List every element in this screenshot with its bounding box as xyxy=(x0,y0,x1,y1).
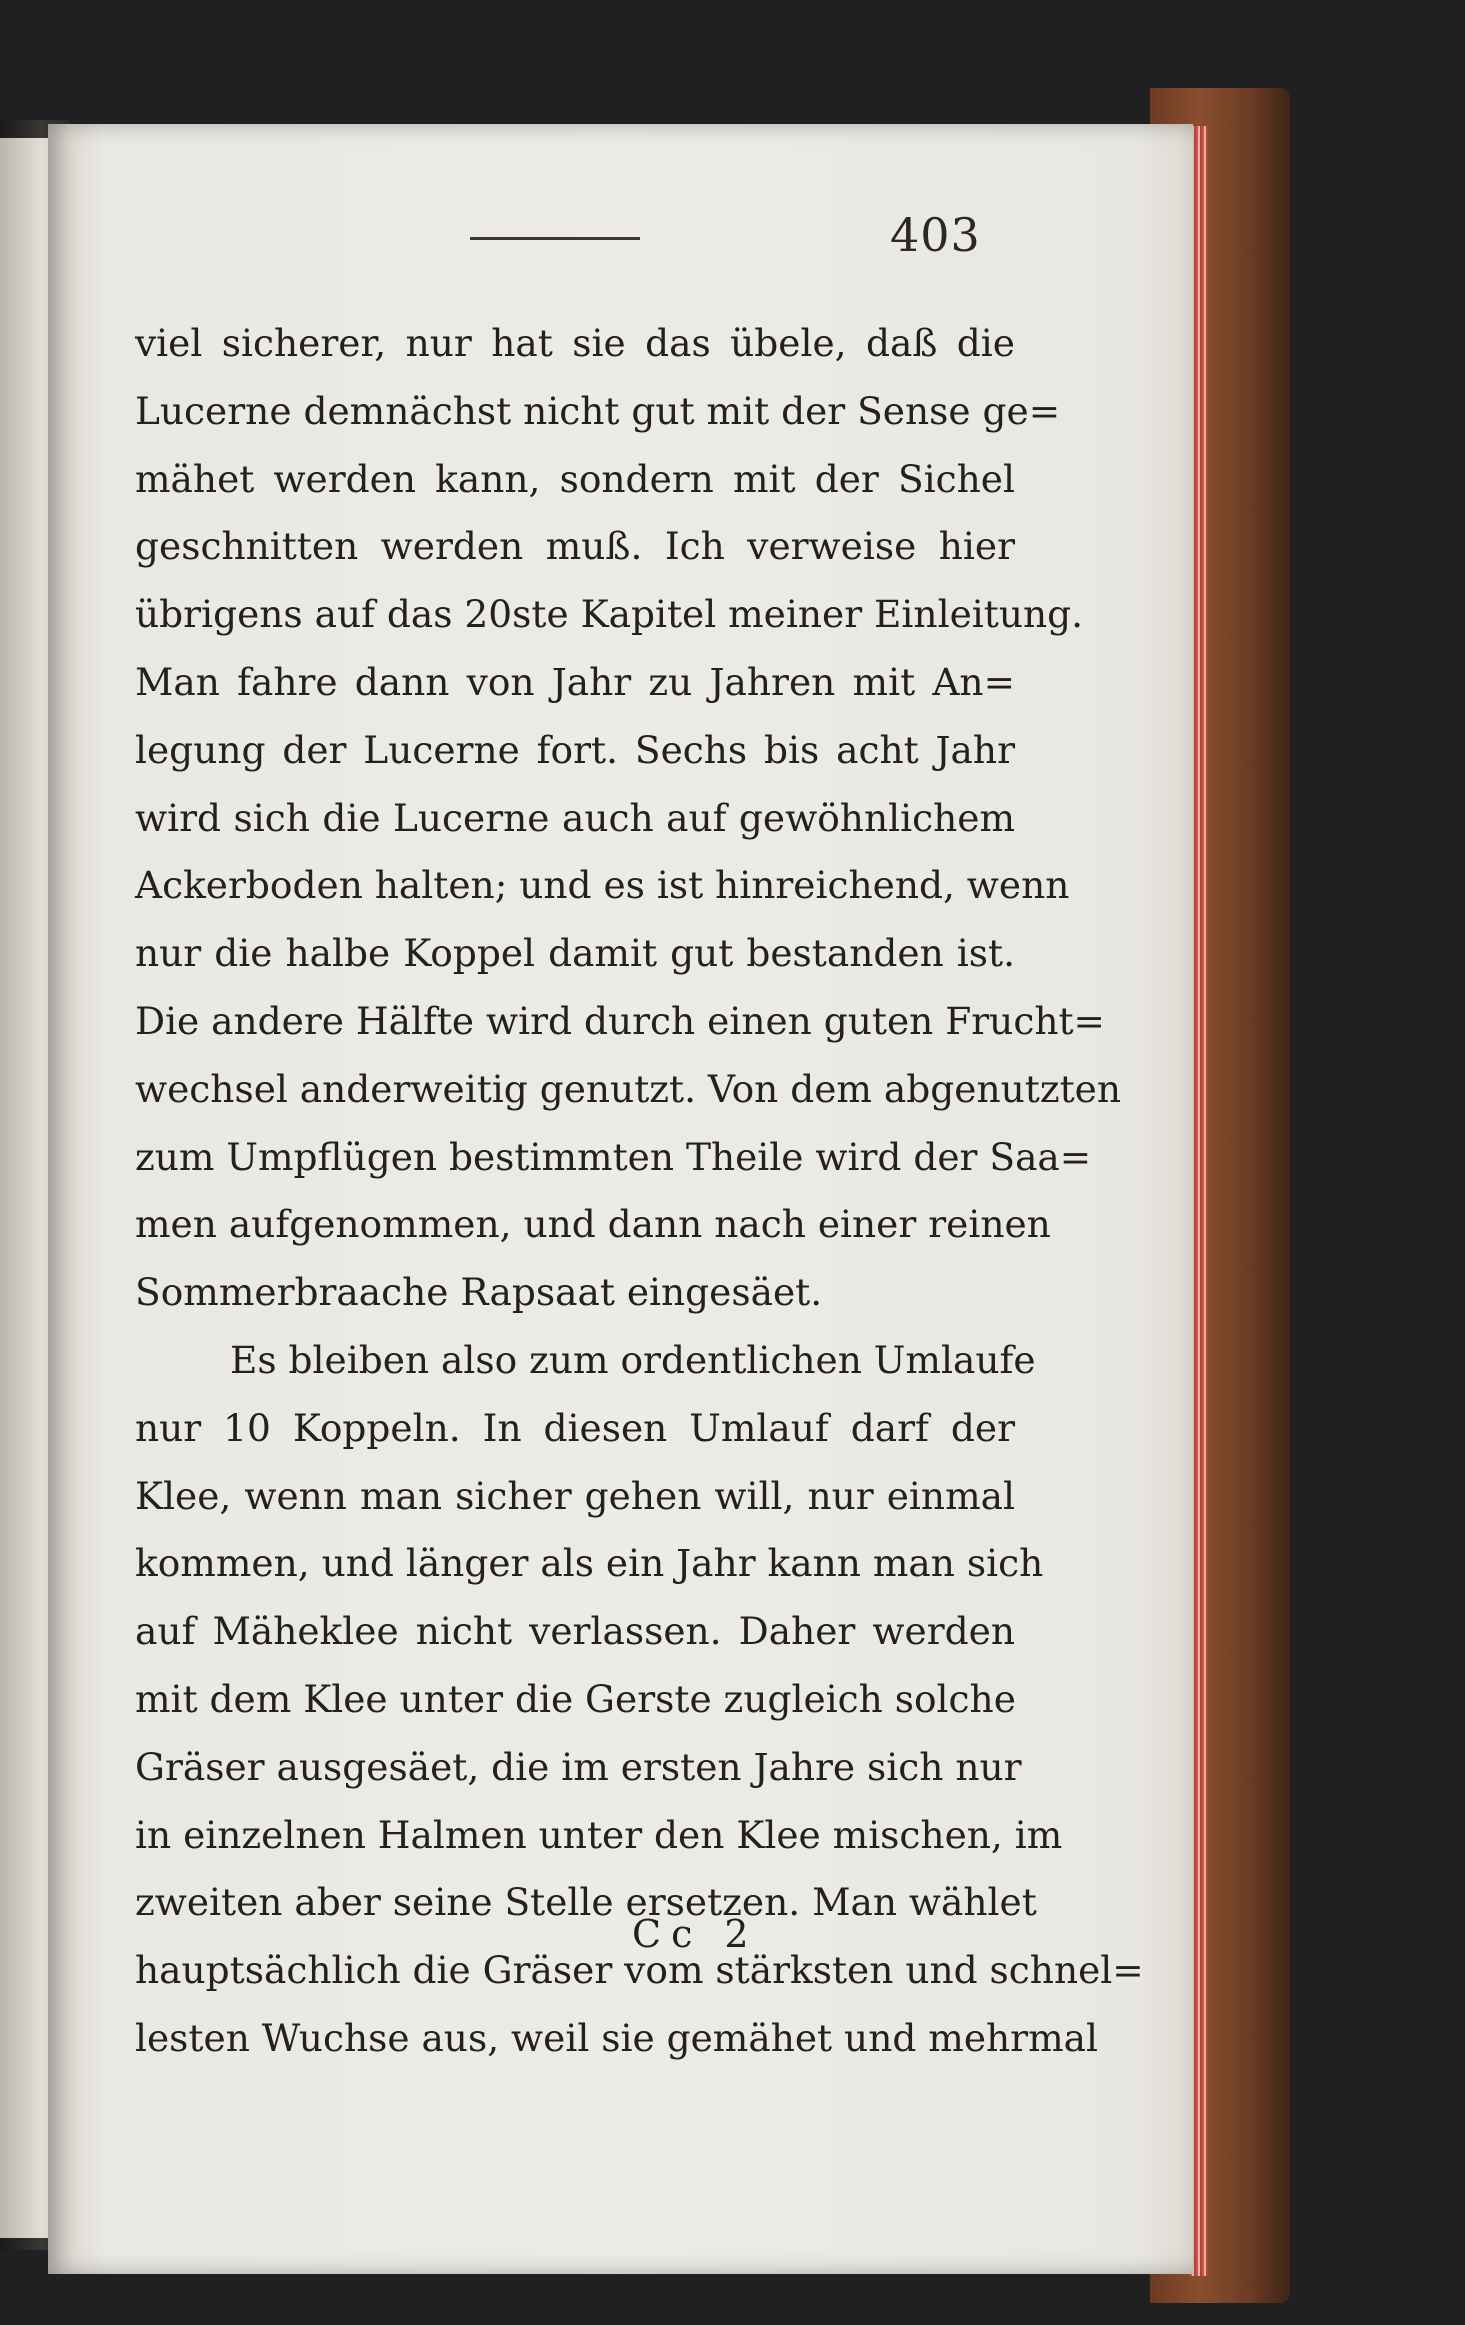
paragraph-1 xyxy=(135,310,1122,1327)
text-line: mit dem Klee unter die Gerste zugleich solche xyxy=(135,1676,1016,1721)
text-line: nur 10 Koppeln. In diesen Umlauf darf der xyxy=(135,1405,1015,1450)
text-line: Klee, wenn man sicher gehen will, nur einmal xyxy=(135,1473,1015,1518)
text-line: lesten Wuchse aus, weil sie gemähet und mehrmal xyxy=(135,2015,1099,2060)
text-line: mähet werden kann, sondern mit der Sichel xyxy=(135,456,1015,501)
text-line: Lucerne demnächst nicht gut mit der Sense ge= xyxy=(135,388,1061,433)
text-line: kommen, und länger als ein Jahr kann man sich xyxy=(135,1541,1044,1586)
text-line: zweiten aber seine Stelle ersetzen. Man wählet xyxy=(135,1880,1037,1925)
text-line: Gräser ausgesäet, die im ersten Jahre sich nur xyxy=(135,1744,1022,1789)
text-line: Sommerbraache Rapsaat eingesäet. xyxy=(135,1270,823,1315)
signature-mark: Cc 2 xyxy=(632,1912,759,1956)
text-line: wechsel anderweitig genutzt. Von dem abgenutzten xyxy=(135,1066,1122,1111)
text-line: geschnitten werden muß. Ich verweise hier xyxy=(135,524,1015,569)
text-line: zum Umpflügen bestimmten Theile wird der Saa= xyxy=(135,1134,1092,1179)
paragraph-2 xyxy=(135,1327,1144,2073)
text-line: legung der Lucerne fort. Sechs bis acht Jahr xyxy=(135,727,1015,772)
text-line: Man fahre dann von Jahr zu Jahren mit An= xyxy=(135,659,1015,704)
text-line: übrigens auf das 20ste Kapitel meiner Einleitung. xyxy=(135,592,1084,637)
header-rule xyxy=(470,237,640,240)
text-line: hauptsächlich die Gräser vom stärksten und schnel= xyxy=(135,1948,1144,1993)
text-line: auf Mäheklee nicht verlassen. Daher werden xyxy=(135,1609,1015,1654)
text-line: Die andere Hälfte wird durch einen guten Frucht= xyxy=(135,998,1105,1043)
text-line: viel sicherer, nur hat sie das übele, daß die xyxy=(135,321,1015,365)
text-line: Es bleiben also zum ordentlichen Umlaufe xyxy=(230,1337,1036,1382)
text-line: wird sich die Lucerne auch auf gewöhnlichem xyxy=(135,795,1015,840)
text-line: Ackerboden halten; und es ist hinreichend, wenn xyxy=(135,863,1070,908)
text-line: nur die halbe Koppel damit gut bestanden ist. xyxy=(135,931,1015,976)
text-line: men aufgenommen, und dann nach einer reinen xyxy=(135,1202,1051,1247)
page-number: 403 xyxy=(890,208,981,262)
text-line: in einzelnen Halmen unter den Klee mischen, im xyxy=(135,1812,1063,1857)
body-text xyxy=(135,310,1144,2073)
